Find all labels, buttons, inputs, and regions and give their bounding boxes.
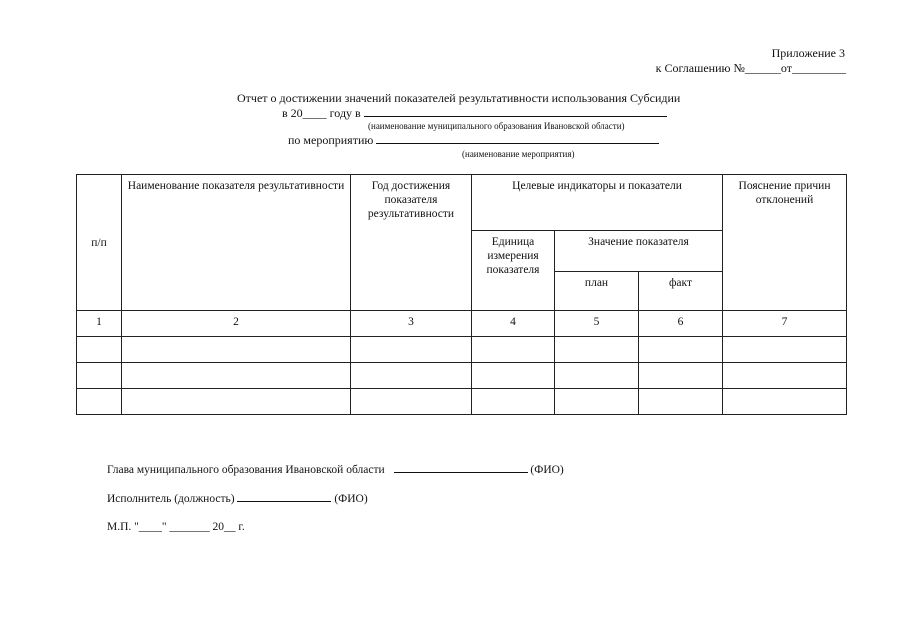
table-cell (77, 337, 122, 363)
year-line (282, 106, 667, 121)
municipality-caption: (наименование муниципального образования Ивановской области) (368, 121, 625, 131)
table-cell (351, 389, 472, 415)
table-cell (555, 337, 639, 363)
table-cell (723, 337, 847, 363)
table-cell (723, 389, 847, 415)
year-prefix: в 20____ году в (282, 106, 361, 120)
table-row (77, 337, 847, 363)
table-cell (639, 389, 723, 415)
table-cell (555, 363, 639, 389)
column-numbers-row (77, 311, 847, 337)
report-title: Отчет о достижении значений показателей результативности использования Субсидии (237, 91, 681, 105)
head-label: Глава муниципального образования Ивановской области (107, 464, 385, 476)
header-unit: Единица измерения показателя (472, 231, 555, 311)
header-targets: Целевые индикаторы и показатели (472, 175, 723, 231)
table-cell (472, 363, 555, 389)
column-number: 7 (723, 311, 847, 337)
header-fact: факт (639, 272, 723, 311)
executor-signature-line (107, 491, 368, 505)
event-line (288, 133, 659, 148)
table-cell (77, 363, 122, 389)
header-num: п/п (77, 175, 122, 311)
appendix-label: Приложение 3 (771, 46, 845, 60)
indicators-table (76, 174, 847, 415)
table-cell (351, 363, 472, 389)
municipality-blank (364, 106, 667, 117)
table-cell (77, 389, 122, 415)
header-value: Значение показателя (555, 231, 723, 272)
executor-fio: (ФИО) (334, 493, 368, 505)
event-caption: (наименование мероприятия) (462, 149, 575, 159)
column-number: 4 (472, 311, 555, 337)
table-cell (639, 363, 723, 389)
table-row (77, 389, 847, 415)
header-reasons: Пояснение причин отклонений (723, 175, 847, 311)
header-indicator-name: Наименование показателя результативности (122, 175, 351, 311)
executor-label: Исполнитель (должность) (107, 493, 235, 505)
table-cell (351, 337, 472, 363)
column-number: 1 (77, 311, 122, 337)
column-number: 2 (122, 311, 351, 337)
header-plan: план (555, 272, 639, 311)
column-number: 5 (555, 311, 639, 337)
stamp-date-line: М.П. "____" _______ 20__ г. (107, 521, 245, 533)
column-number: 6 (639, 311, 723, 337)
event-blank (376, 133, 659, 144)
table-row (77, 363, 847, 389)
column-number: 3 (351, 311, 472, 337)
executor-signature-blank (237, 491, 331, 502)
table-cell (122, 337, 351, 363)
table-cell (472, 389, 555, 415)
table-cell (122, 389, 351, 415)
table-cell (472, 337, 555, 363)
head-signature-blank (394, 462, 528, 473)
table-cell (723, 363, 847, 389)
table-cell (555, 389, 639, 415)
table-cell (639, 337, 723, 363)
agreement-reference: к Соглашению №______от_________ (655, 61, 846, 75)
head-signature-line (107, 462, 564, 476)
table-cell (122, 363, 351, 389)
head-fio: (ФИО) (530, 464, 564, 476)
header-year: Год достижения показателя результативности (351, 175, 472, 311)
event-prefix: по мероприятию (288, 133, 374, 147)
